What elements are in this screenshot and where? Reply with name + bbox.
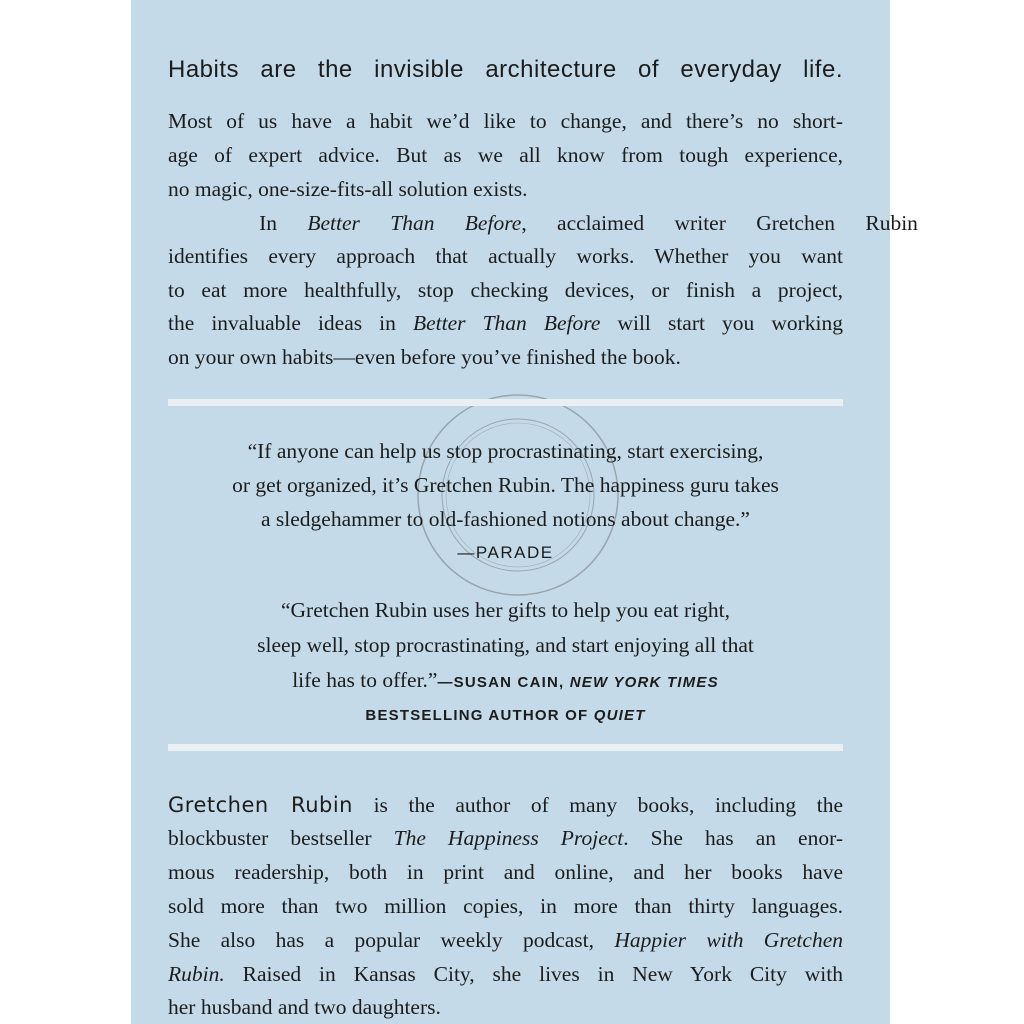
text-line <box>168 891 843 921</box>
text-segment: In <box>168 211 308 235</box>
book-title: Happier with Gretchen <box>614 928 843 952</box>
book-title: Better Than Before <box>412 311 601 335</box>
quote2-source: —SUSAN CAIN, <box>437 674 570 691</box>
book-title: Better Than Before <box>307 211 522 235</box>
text-line <box>168 241 843 271</box>
quote-line: “Gretchen Rubin uses her gifts to help you eat right, <box>280 598 730 622</box>
quote-source-parade: —PARADE <box>457 543 554 562</box>
text-segment: identifies every approach that actually works. Whether you want <box>168 244 843 268</box>
text-line <box>168 174 843 204</box>
text-segment: . She has an enor- <box>623 826 843 850</box>
text-line <box>168 275 843 305</box>
text-line <box>168 992 843 1022</box>
cover-heading: Habits are the invisible architecture of everyday life. <box>168 56 843 83</box>
text-line <box>168 823 843 853</box>
quote2-pub: NEW YORK TIMES <box>569 674 719 691</box>
text-segment: to eat more healthfully, stop checking devices, or finish a project, <box>168 278 843 302</box>
book-title: Rubin. <box>168 962 225 986</box>
text-line <box>168 342 843 372</box>
quote-source-cain-line2 <box>168 698 843 731</box>
text-line <box>168 790 843 820</box>
book-title: The Happiness Project <box>393 826 624 850</box>
author-name: Gretchen Rubin <box>168 793 353 817</box>
text-segment: the invaluable ideas in <box>168 311 413 335</box>
quote-source-cain <box>168 665 843 698</box>
text-segment: sold more than two million copies, in more than thirty languages. <box>168 894 843 918</box>
text-line <box>168 308 843 338</box>
quote-line: sleep well, stop procrastinating, and start enjoying all that <box>257 633 754 657</box>
text-segment: blockbuster bestseller <box>168 826 394 850</box>
text-line <box>168 925 843 955</box>
text-line <box>168 208 918 238</box>
text-segment: is the author of many books, including the <box>353 793 843 817</box>
quote-line: a sledgehammer to old-fashioned notions about change.” <box>261 507 750 531</box>
text-line <box>168 959 843 989</box>
text-line <box>168 857 843 887</box>
text-segment: Most of us have a habit we’d like to change, and there’s no short- <box>168 109 843 133</box>
text-segment: on your own habits—even before you’ve finished the book. <box>168 345 681 369</box>
text-segment: her husband and two daughters. <box>168 995 441 1019</box>
text-segment: age of expert advice. But as we all know from tough experience, <box>168 143 843 167</box>
text-line <box>168 106 843 136</box>
quote-line: “If anyone can help us stop procrastinating, start exercising, <box>247 439 764 463</box>
quote2-last: life has to offer.” <box>292 668 438 692</box>
quote-line: or get organized, it’s Gretchen Rubin. The happiness guru takes <box>232 473 779 497</box>
text-segment: She also has a popular weekly podcast, <box>168 928 615 952</box>
quote2-source-line2: BESTSELLING AUTHOR OF <box>365 707 594 724</box>
text-segment: mous readership, both in print and online, and her books have <box>168 860 843 884</box>
text-segment: will start you working <box>600 311 844 335</box>
divider <box>168 399 843 406</box>
divider <box>168 744 843 751</box>
text-line <box>168 140 843 170</box>
text-segment: no magic, one-size-fits-all solution exists. <box>168 177 528 201</box>
text-segment: , acclaimed writer Gretchen Rubin <box>521 211 918 235</box>
text-segment: Raised in Kansas City, she lives in New York City with <box>224 962 843 986</box>
quote2-book: QUIET <box>593 707 646 724</box>
